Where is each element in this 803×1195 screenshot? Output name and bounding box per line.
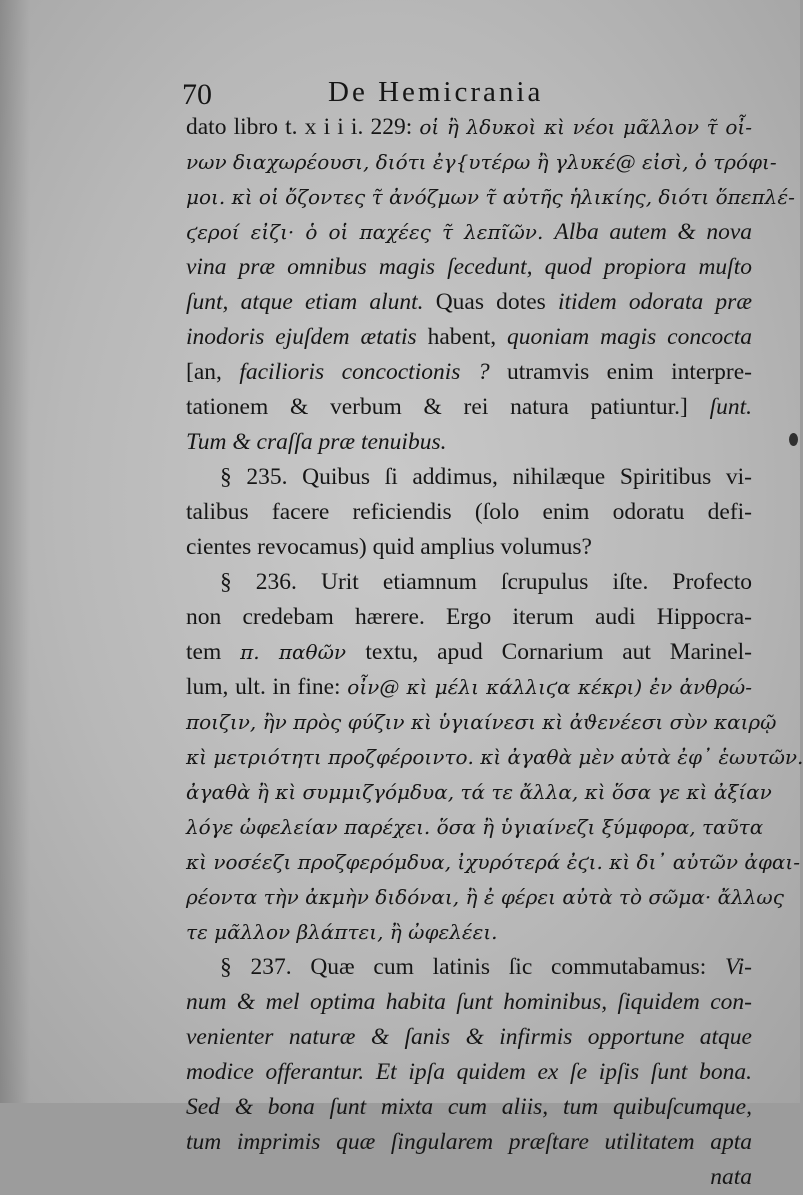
text-line: [186, 215, 752, 250]
roman-text: § 237. Quæ cum latinis ſic commutabamus:: [220, 954, 726, 980]
roman-text: lum, ult. in fine:: [186, 674, 348, 700]
roman-text: utramvis enim interpre-: [507, 359, 753, 385]
greek-text: ϛεροί εἰζι· ὁ οἱ παχέες τ̃ λεπῖῶν.: [186, 220, 555, 244]
text-line: [186, 495, 752, 530]
roman-text: § 236. Urit etiamnum ſcrupulus iſte. Profecto: [220, 569, 752, 595]
roman-text: § 235. Quibus ſi addimus, nihilæque Spiritibus vi-: [220, 464, 752, 490]
text-line: [186, 600, 752, 635]
italic-text: facilioris concoctionis ?: [239, 359, 508, 385]
text-line: [186, 530, 752, 565]
text-line: [186, 565, 752, 600]
text-line: [186, 845, 800, 880]
greek-text: οἶν@ κὶ μέλι κάλλιϛα κέκρι) ἐν ἀνθρώ-: [347, 675, 752, 699]
greek-text: κὶ μετριότητι προζφέροιντο. κὶ ἀγαθὰ μὲν αὐτὰ ἐφ᾽ ἑωυτῶν.: [186, 745, 803, 769]
text-line: [186, 250, 752, 285]
text-line: [186, 355, 752, 390]
text-line: [186, 1055, 752, 1090]
italic-text: Sed & bona ſunt mixta cum aliis, tum quibuſcumque,: [186, 1094, 752, 1120]
roman-text: non credebam hærere. Ergo iterum audi Hippocra-: [186, 604, 752, 630]
italic-text: num & mel optima habita ſunt hominibus, ſiquidem con-: [186, 989, 752, 1015]
text-line: [186, 985, 752, 1020]
italic-text: vina præ omnibus magis ſecedunt, quod propiora muſto: [186, 254, 752, 280]
text-line: [186, 1090, 752, 1125]
text-line: [186, 180, 795, 215]
text-line: [186, 1160, 752, 1195]
text-line: [186, 740, 803, 775]
roman-text: textu, apud Cornarium aut Marinel-: [365, 639, 752, 665]
text-line: [186, 145, 777, 180]
italic-text: ſunt.: [709, 394, 752, 420]
italic-text: modice offerantur. Et ipſa quidem ex ſe ipſis ſunt bona.: [186, 1059, 752, 1085]
text-line: [186, 705, 777, 740]
text-line: [186, 810, 764, 845]
roman-text: tationem & verbum & rei natura patiuntur.]: [186, 394, 710, 420]
text-line: [186, 1020, 752, 1055]
text-line: [186, 635, 752, 670]
roman-text: talibus facere reficiendis (ſolo enim odoratu defi-: [186, 499, 752, 525]
greek-text: π. παθῶν: [240, 640, 366, 664]
greek-text: τε μᾶλλον βλάπτει, ἢ ὠφελέει.: [186, 920, 498, 944]
text-line: [186, 390, 752, 425]
body-text: [186, 110, 803, 1195]
text-line: [186, 880, 784, 915]
roman-text: [an,: [186, 359, 240, 385]
text-line: [186, 670, 752, 705]
greek-text: οἱ ἢ λδυκοὶ κὶ νέοι μᾶλλον τ̃ οἶ-: [419, 115, 752, 139]
roman-text: Quas dotes: [435, 289, 558, 315]
text-line: [186, 950, 752, 985]
greek-text: λόγε ὠφελείαν παρέχει. ὅσα ἢ ὑγιαίνεζι ξύμφορα, ταῦτα: [186, 815, 764, 839]
italic-text: nata: [710, 1164, 752, 1190]
text-line: [186, 285, 752, 320]
roman-text: dato libro t. x i i i. 229:: [186, 114, 420, 140]
greek-text: ρέοντα τὴν ἀκμὴν διδόναι, ἢ ἐ φέρει αὐτὰ τὸ σῶμα· ἄλλως: [186, 885, 784, 909]
italic-text: Alba autem & nova: [554, 219, 752, 245]
text-line: [186, 915, 752, 950]
text-line: [186, 425, 752, 460]
italic-text: Vi-: [725, 954, 752, 980]
roman-text: habent,: [427, 324, 507, 350]
greek-text: κὶ νοσέεζι προζφερόμδυα, ἰχυρότερά ἐϛι. κὶ δι᾽ αὐτῶν ἀφαι-: [186, 850, 800, 874]
italic-text: ſunt, atque etiam alunt.: [186, 289, 436, 315]
greek-text: ἀγαθὰ ἢ κὶ συμμιζγόμδυα, τά τε ἄλλα, κὶ ὅσα γε κὶ ἀξίαν: [186, 780, 772, 804]
roman-text: cientes revocamus) quid amplius volumus?: [186, 534, 592, 560]
text-line: [186, 460, 752, 495]
page-number: 70: [182, 78, 212, 111]
italic-text: Tum & craſſa præ tenuibus.: [186, 429, 447, 455]
italic-text: itidem odorata præ: [557, 289, 752, 315]
greek-text: νων διαχωρέουσι, διότι ἐγ{υτέρω ἢ γλυκέ@ εἰσὶ, ὁ τρόφι-: [186, 150, 777, 174]
text-line: [186, 320, 752, 355]
text-line: [186, 1125, 752, 1160]
roman-text: tem: [186, 639, 241, 665]
text-line: [186, 110, 752, 145]
italic-text: quoniam magis concocta: [507, 324, 753, 350]
greek-text: μοι. κὶ οἱ ὄζοντες τ̃ ἀνόζμων τ̃ αὐτῆς ἡλικίης, διότι ὅπεπλέ-: [186, 185, 795, 209]
greek-text: ποιζιν, ἢν πρὸς φύζιν κὶ ὑγιαίνεσι κὶ ἀϑενέεσι σὺν καιρῷ: [186, 710, 777, 734]
running-title: De Hemicrania: [328, 76, 544, 108]
italic-text: venienter naturæ & ſanis & infirmis opportune atque: [186, 1024, 752, 1050]
italic-text: tum imprimis quæ ſingularem præſtare utilitatem apta: [186, 1129, 752, 1155]
ink-spot: [789, 433, 798, 446]
italic-text: inodoris ejuſdem ætatis: [186, 324, 428, 350]
text-line: [186, 775, 772, 810]
